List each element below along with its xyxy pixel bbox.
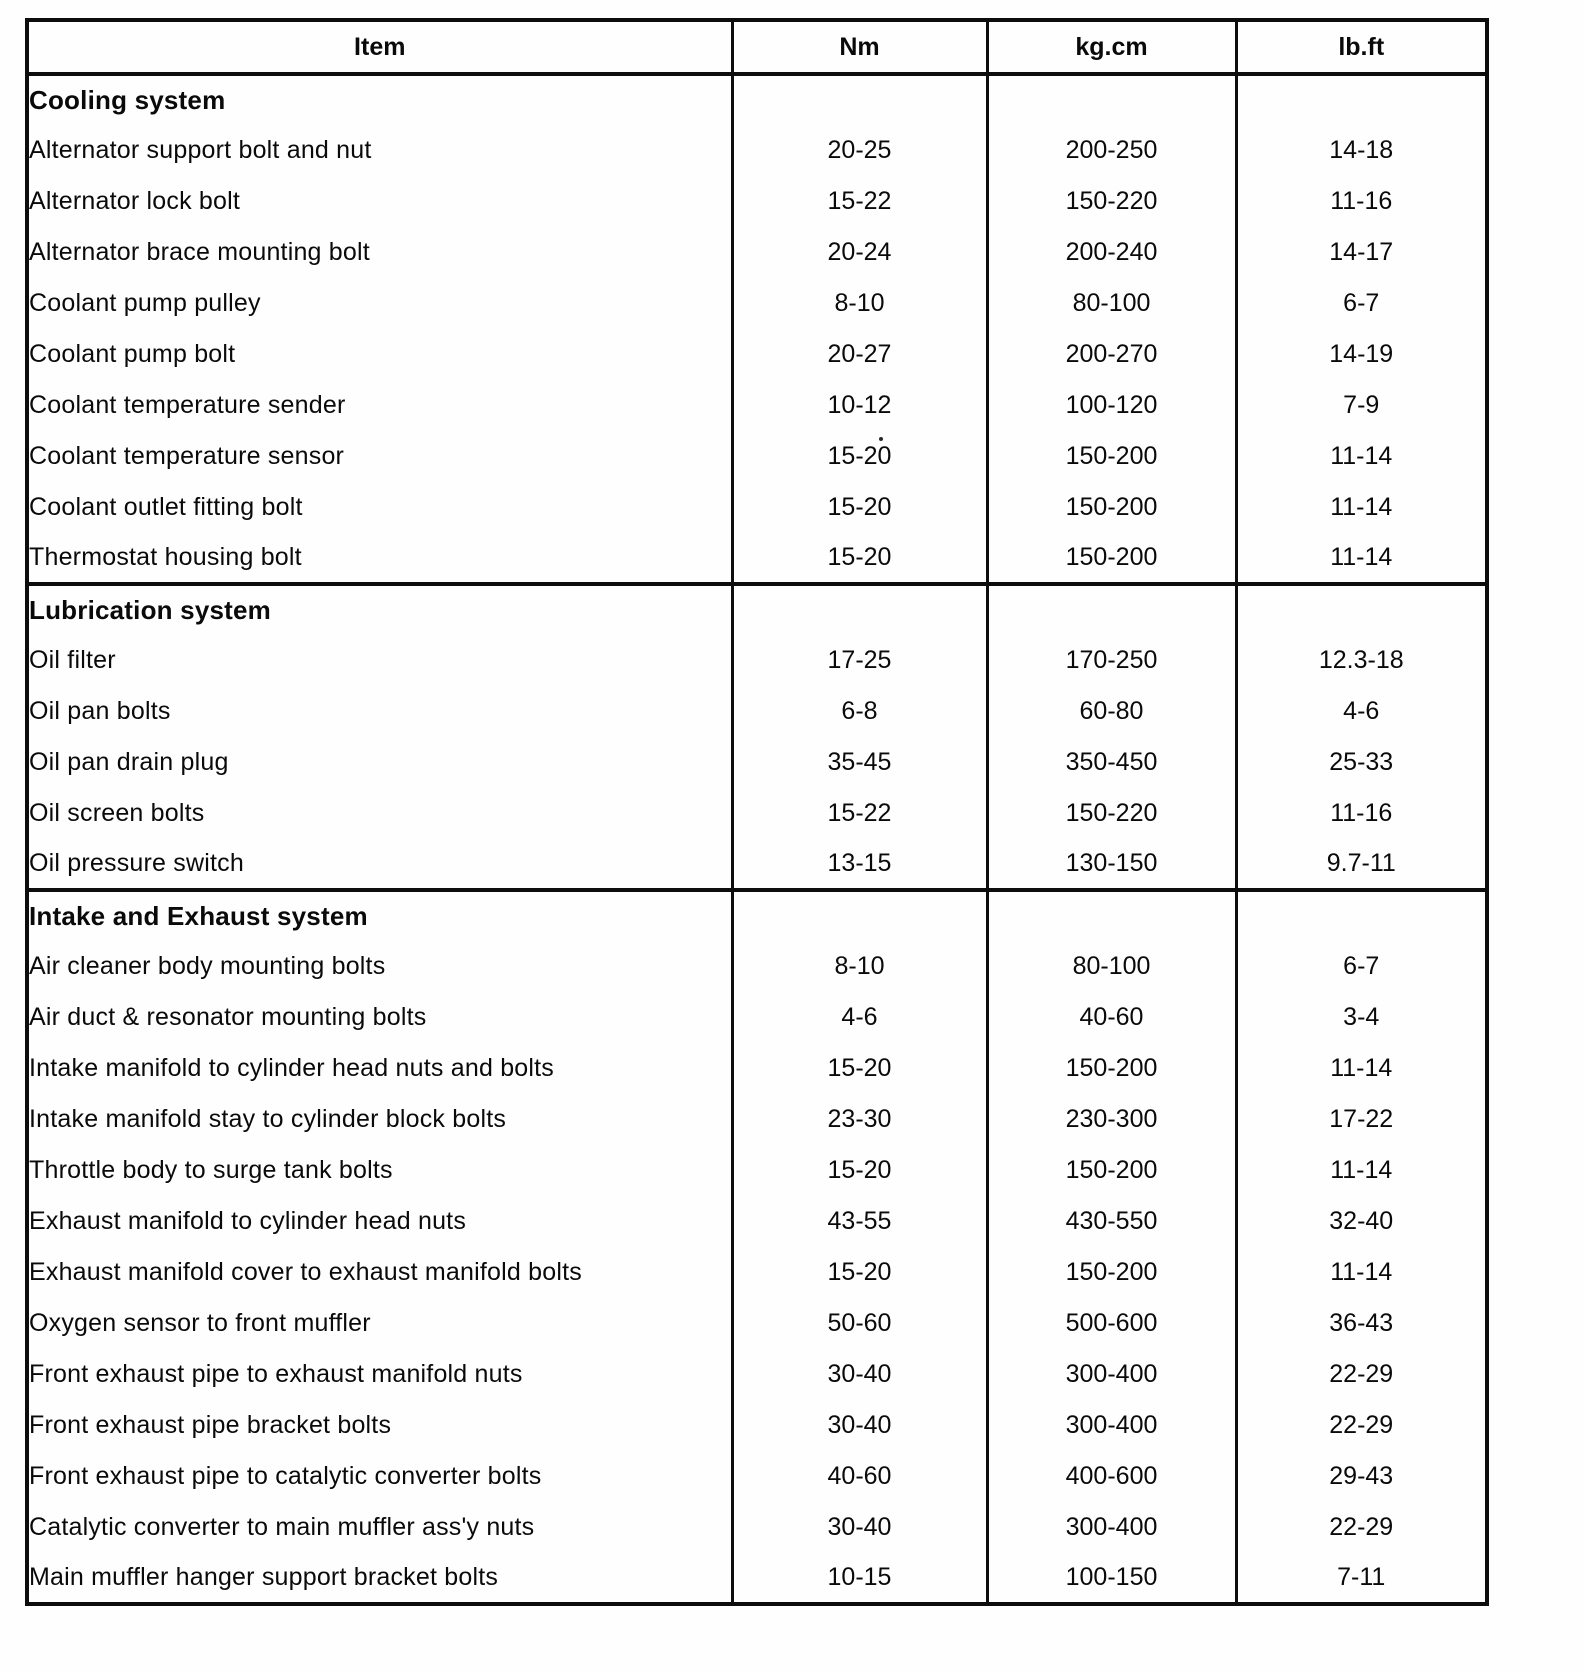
column-header-kgcm: kg.cm (987, 20, 1236, 74)
table-row (27, 227, 1487, 278)
item-name-cell: Oil pressure switch (29, 849, 244, 877)
value-cell-nm: 15-20 (732, 1043, 987, 1094)
value-cell-kgcm: 150-200 (987, 1145, 1236, 1196)
value-cell-kgcm: 80-100 (987, 278, 1236, 329)
value-cell-nm: 15-22 (732, 788, 987, 839)
value-cell-lbft: 3-4 (1236, 992, 1487, 1043)
value-cell-nm: 20-27 (732, 329, 987, 380)
value-cell-kgcm: 150-200 (987, 1247, 1236, 1298)
table-body (27, 74, 1487, 1604)
table-row (27, 533, 1487, 584)
value-cell-lbft: 7-9 (1236, 380, 1487, 431)
item-name-cell: Air cleaner body mounting bolts (29, 952, 386, 980)
value-cell-nm: 10-15 (732, 1553, 987, 1604)
empty-cell (1236, 584, 1487, 635)
value-cell-lbft: 32-40 (1236, 1196, 1487, 1247)
item-name-cell: Alternator lock bolt (29, 187, 241, 215)
value-cell-kgcm: 40-60 (987, 992, 1236, 1043)
section-header-row (27, 584, 1487, 635)
value-cell-kgcm: 170-250 (987, 635, 1236, 686)
value-cell-kgcm: 230-300 (987, 1094, 1236, 1145)
value-cell-nm: 15-20 (732, 1145, 987, 1196)
table-row (27, 431, 1487, 482)
value-cell-kgcm: 100-150 (987, 1553, 1236, 1604)
value-cell-lbft: 11-14 (1236, 431, 1487, 482)
table-row (27, 1094, 1487, 1145)
value-cell-lbft: 22-29 (1236, 1400, 1487, 1451)
table-row (27, 1196, 1487, 1247)
table-row (27, 839, 1487, 890)
value-cell-lbft: 22-29 (1236, 1349, 1487, 1400)
value-cell-nm: 30-40 (732, 1349, 987, 1400)
column-header-lbft: lb.ft (1236, 20, 1487, 74)
empty-cell (732, 74, 987, 125)
value-cell-kgcm: 300-400 (987, 1349, 1236, 1400)
item-name-cell: Exhaust manifold to cylinder head nuts (29, 1207, 467, 1235)
value-cell-lbft: 9.7-11 (1236, 839, 1487, 890)
value-cell-lbft: 12.3-18 (1236, 635, 1487, 686)
value-cell-lbft: 11-14 (1236, 482, 1487, 533)
value-cell-nm: 20-25 (732, 125, 987, 176)
item-name-cell: Coolant pump bolt (29, 340, 236, 368)
table-row (27, 176, 1487, 227)
value-cell-lbft: 11-16 (1236, 176, 1487, 227)
table-row (27, 125, 1487, 176)
value-cell-kgcm: 200-250 (987, 125, 1236, 176)
item-name-cell: Intake manifold to cylinder head nuts and bolts (29, 1054, 555, 1082)
value-cell-nm: 17-25 (732, 635, 987, 686)
table-row (27, 1298, 1487, 1349)
empty-cell (987, 890, 1236, 941)
value-cell-nm: 15-20 (732, 533, 987, 584)
value-cell-nm: 8-10 (732, 278, 987, 329)
item-name-cell: Coolant temperature sender (29, 391, 346, 419)
value-cell-kgcm: 500-600 (987, 1298, 1236, 1349)
item-name-cell: Alternator support bolt and nut (29, 136, 372, 164)
value-cell-nm: 6-8 (732, 686, 987, 737)
value-cell-lbft: 25-33 (1236, 737, 1487, 788)
item-name-cell: Coolant pump pulley (29, 289, 261, 317)
item-name-cell: Oil filter (29, 646, 116, 674)
value-cell-kgcm: 200-240 (987, 227, 1236, 278)
item-name-cell: Exhaust manifold cover to exhaust manifold bolts (29, 1258, 582, 1286)
item-name-cell: Front exhaust pipe to exhaust manifold nuts (29, 1360, 523, 1388)
item-name-cell: Oil pan drain plug (29, 748, 229, 776)
table-row (27, 686, 1487, 737)
table-row (27, 1400, 1487, 1451)
value-cell-kgcm: 150-200 (987, 482, 1236, 533)
section-title: Intake and Exhaust system (27, 890, 732, 941)
table-row (27, 1349, 1487, 1400)
value-cell-nm: 10-12 (732, 380, 987, 431)
value-cell-lbft: 14-17 (1236, 227, 1487, 278)
table-row (27, 1043, 1487, 1094)
item-name-cell: Coolant outlet fitting bolt (29, 493, 303, 521)
table-row (27, 1451, 1487, 1502)
value-cell-lbft: 7-11 (1236, 1553, 1487, 1604)
value-cell-lbft: 17-22 (1236, 1094, 1487, 1145)
value-cell-kgcm: 200-270 (987, 329, 1236, 380)
value-cell-nm: 13-15 (732, 839, 987, 890)
value-cell-nm: 30-40 (732, 1400, 987, 1451)
item-name-cell: Thermostat housing bolt (29, 543, 302, 571)
value-cell-lbft: 11-14 (1236, 1145, 1487, 1196)
table-row (27, 380, 1487, 431)
value-cell-kgcm: 430-550 (987, 1196, 1236, 1247)
table-row (27, 941, 1487, 992)
empty-cell (1236, 890, 1487, 941)
value-cell-kgcm: 300-400 (987, 1502, 1236, 1553)
value-cell-lbft: 22-29 (1236, 1502, 1487, 1553)
value-cell-nm: 43-55 (732, 1196, 987, 1247)
value-cell-nm: 15-20 (732, 482, 987, 533)
section-header-row (27, 890, 1487, 941)
value-cell-lbft: 11-16 (1236, 788, 1487, 839)
value-cell-lbft: 14-18 (1236, 125, 1487, 176)
table-row (27, 788, 1487, 839)
value-cell-lbft: 36-43 (1236, 1298, 1487, 1349)
value-cell-nm: 8-10 (732, 941, 987, 992)
table-row (27, 482, 1487, 533)
table-row (27, 635, 1487, 686)
torque-spec-table (25, 18, 1489, 1606)
section-header-row (27, 74, 1487, 125)
value-cell-kgcm: 150-200 (987, 533, 1236, 584)
value-cell-lbft: 11-14 (1236, 1043, 1487, 1094)
table-row (27, 1145, 1487, 1196)
value-cell-nm: 15-20 (732, 431, 987, 482)
value-cell-lbft: 6-7 (1236, 941, 1487, 992)
item-name-cell: Throttle body to surge tank bolts (29, 1156, 393, 1184)
item-name-cell: Catalytic converter to main muffler ass'y nuts (29, 1513, 535, 1541)
item-name-cell: Oil pan bolts (29, 697, 171, 725)
value-cell-nm: 23-30 (732, 1094, 987, 1145)
value-cell-lbft: 4-6 (1236, 686, 1487, 737)
empty-cell (987, 74, 1236, 125)
item-name-cell: Intake manifold stay to cylinder block bolts (29, 1105, 507, 1133)
item-name-cell: Main muffler hanger support bracket bolts (29, 1563, 499, 1591)
table-row (27, 1502, 1487, 1553)
value-cell-lbft: 11-14 (1236, 533, 1487, 584)
empty-cell (732, 890, 987, 941)
table-row (27, 278, 1487, 329)
table-row (27, 992, 1487, 1043)
value-cell-lbft: 14-19 (1236, 329, 1487, 380)
value-cell-kgcm: 80-100 (987, 941, 1236, 992)
value-cell-nm: 40-60 (732, 1451, 987, 1502)
value-cell-kgcm: 60-80 (987, 686, 1236, 737)
value-cell-nm: 15-22 (732, 176, 987, 227)
value-cell-nm: 15-20 (732, 1247, 987, 1298)
column-header-nm: Nm (732, 20, 987, 74)
value-cell-nm: 50-60 (732, 1298, 987, 1349)
column-header-item: Item (27, 20, 732, 74)
scan-artifact-dot (879, 437, 883, 441)
empty-cell (1236, 74, 1487, 125)
value-cell-kgcm: 150-220 (987, 788, 1236, 839)
value-cell-kgcm: 150-200 (987, 431, 1236, 482)
empty-cell (987, 584, 1236, 635)
table-header-row (27, 20, 1487, 74)
value-cell-nm: 35-45 (732, 737, 987, 788)
value-cell-kgcm: 150-200 (987, 1043, 1236, 1094)
value-cell-nm: 20-24 (732, 227, 987, 278)
item-name-cell: Coolant temperature sensor (29, 442, 345, 470)
value-cell-kgcm: 100-120 (987, 380, 1236, 431)
section-title: Cooling system (29, 85, 226, 115)
value-cell-nm: 30-40 (732, 1502, 987, 1553)
value-cell-kgcm: 350-450 (987, 737, 1236, 788)
value-cell-kgcm: 150-220 (987, 176, 1236, 227)
section-title: Lubrication system (27, 584, 732, 635)
empty-cell (732, 584, 987, 635)
item-name-cell: Front exhaust pipe to catalytic converter bolts (29, 1462, 542, 1490)
value-cell-kgcm: 300-400 (987, 1400, 1236, 1451)
table-row (27, 1553, 1487, 1604)
item-name-cell: Oxygen sensor to front muffler (29, 1309, 371, 1337)
item-name-cell: Oil screen bolts (29, 799, 205, 827)
item-name-cell: Front exhaust pipe bracket bolts (29, 1411, 392, 1439)
table-row (27, 329, 1487, 380)
value-cell-kgcm: 400-600 (987, 1451, 1236, 1502)
item-name-cell: Alternator brace mounting bolt (29, 238, 370, 266)
value-cell-kgcm: 130-150 (987, 839, 1236, 890)
value-cell-lbft: 6-7 (1236, 278, 1487, 329)
table-row (27, 1247, 1487, 1298)
item-name-cell: Air duct & resonator mounting bolts (29, 1003, 427, 1031)
value-cell-nm: 4-6 (732, 992, 987, 1043)
value-cell-lbft: 11-14 (1236, 1247, 1487, 1298)
value-cell-lbft: 29-43 (1236, 1451, 1487, 1502)
table-row (27, 737, 1487, 788)
